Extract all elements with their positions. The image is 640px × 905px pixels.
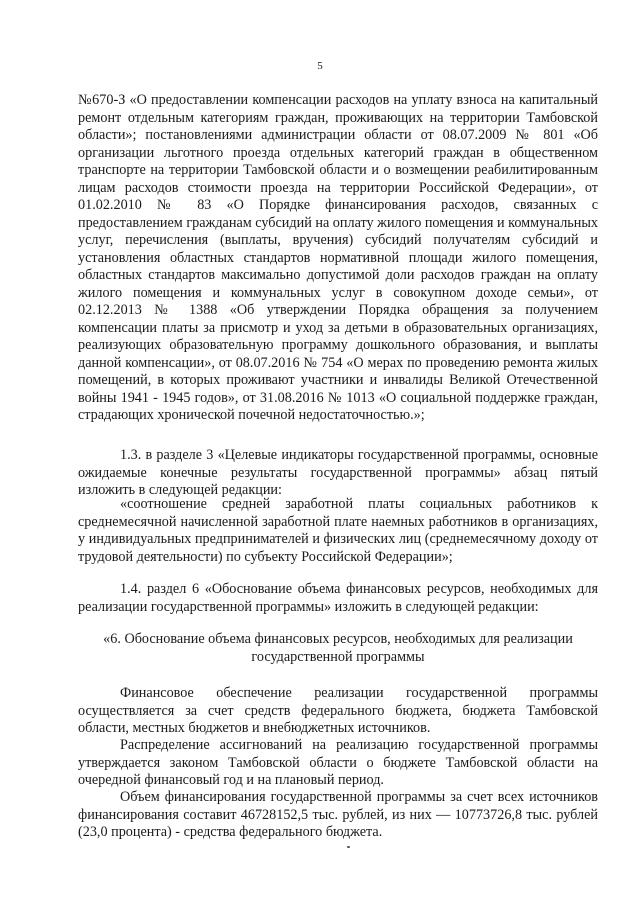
paragraph-financing-sources: Финансовое обеспечение реализации государственной программы осуществляется за счет средств федерального бюджета, бюджета Тамбовской области, местных бюджетов и внебюджетных источников. xyxy=(78,685,598,736)
paragraph-item-1-4: 1.4. раздел 6 «Обоснование объема финансовых ресурсов, необходимых для реализации государственной программы» изложить в следующей редакции: xyxy=(78,581,598,615)
paragraph-financing-volume: Объем финансирования государственной программы за счет всех источников финансирования составит 46728152,5 тыс. рублей, из них — 10773726,8 тыс. рублей (23,0 процента) - средства федерального бюджета. xyxy=(78,789,598,840)
section-heading: «6. Обоснование объема финансовых ресурсов, необходимых для реализации государственной программы xyxy=(103,631,573,665)
page-number: 5 xyxy=(317,60,323,72)
paragraph-allocation: Распределение ассигнований на реализацию государственной программы утверждается законом Тамбовской области о бюджете Тамбовской области на очередной финансовый год и на плановый период. xyxy=(78,737,598,788)
scan-mark xyxy=(347,846,350,848)
paragraph-legal-references: №670-З «О предоставлении компенсации расходов на уплату взноса на капитальный ремонт отдельным категориям граждан, проживающих на территории Тамбовской области»; постановлениями администрации области от 08.07.2009 № 801 «Об организации льготного проезда отдельных категорий граждан в общественном транспорте на территории Тамбовской области и о возмещении реабилитированным лицам расходов стоимости проезда на территории Российской Федерации», от 01.02.2010 № 83 «О Порядке финансирования расходов, связанных с предоставлением гражданам субсидий на оплату жилого помещения и коммунальных услуг, перечисления (выплаты, вручения) субсидий получателям субсидий и установления областных стандартов нормативной площади жилого помещения, областных стандартов максимально допустимой доли расходов граждан на оплату жилого помещения и коммунальных услуг в совокупном доходе семьи», от 02.12.2013 № 1388 «Об утверждении Порядка обращения за получением компенсации платы за присмотр и уход за детьми в образовательных организациях, реализующих образовательную программу дошкольного образования, и выплаты данной компенсации», от 08.07.2016 № 754 «О мерах по проведению ремонта жилых помещений, в которых проживают участники и инвалиды Великой Отечественной войны 1941 - 1945 годов», от 31.08.2016 № 1013 «О социальной поддержке граждан, страдающих хронической почечной недостаточностью.»; xyxy=(78,92,598,423)
paragraph-quoted-indicator: «соотношение средней заработной платы социальных работников к среднемесячной начисленной заработной плате наемных работников в организациях, у индивидуальных предпринимателей и физических лиц (среднемесячному доходу от трудовой деятельности) по субъекту Российской Федерации»; xyxy=(78,496,598,565)
paragraph-item-1-3: 1.3. в разделе 3 «Целевые индикаторы государственной программы, основные ожидаемые конечные результаты государственной программы» абзац пятый изложить в следующей редакции: xyxy=(78,447,598,498)
